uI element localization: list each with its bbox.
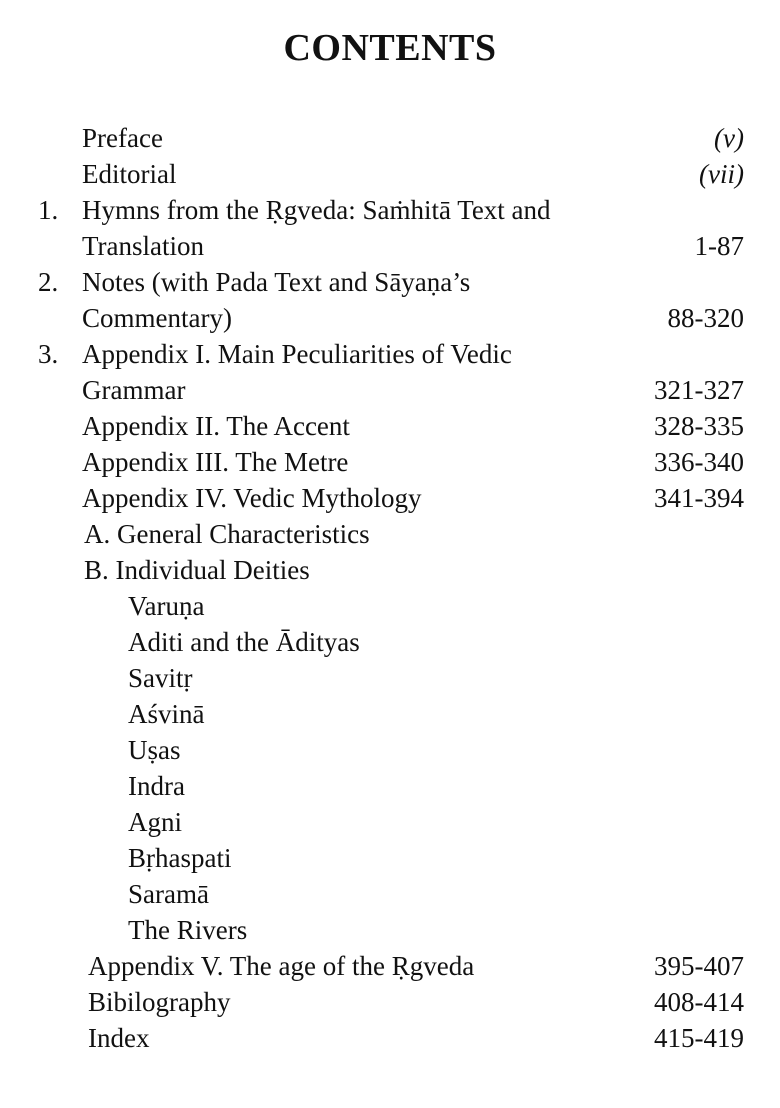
toc-deity-savitr — [0, 660, 780, 696]
toc-entry-title: Index — [88, 1023, 150, 1053]
toc-entry-title: Hymns from the Ṛgveda: Saṁhitā Text and — [82, 195, 551, 225]
toc-entry-title: Preface — [82, 123, 163, 153]
toc-entry-title: Indra — [128, 771, 185, 801]
toc-entry-page: 321-327 — [654, 375, 744, 405]
toc-entry-title: Appendix V. The age of the Ṛgveda — [88, 951, 475, 981]
toc-subentry-general — [0, 516, 780, 552]
toc-entry-page: 408-414 — [654, 987, 744, 1017]
toc-entry-title: Appendix I. Main Peculiarities of Vedic — [82, 339, 512, 369]
toc-entry-index — [0, 1020, 780, 1056]
toc-entry-page: 415-419 — [654, 1023, 744, 1053]
toc-deity-sarama — [0, 876, 780, 912]
toc-entry-page: 88-320 — [667, 303, 744, 333]
toc-deity-rivers — [0, 912, 780, 948]
toc-entry-page: 1-87 — [694, 231, 744, 261]
toc-subentry-deities — [0, 552, 780, 588]
toc-entry-preface — [0, 120, 780, 156]
toc-entry-appendix-4 — [0, 480, 780, 516]
toc-entry-title: Aditi and the Ādityas — [128, 627, 360, 657]
toc-entry-title: Agni — [128, 807, 182, 837]
toc-deity-indra — [0, 768, 780, 804]
toc-entry-page: 341-394 — [654, 483, 744, 513]
toc-entry-bibliography — [0, 984, 780, 1020]
toc-entry-title: B. Individual Deities — [84, 555, 310, 585]
toc-entry-title: Notes (with Pada Text and Sāyaṇa’s — [82, 267, 471, 297]
toc-entry-title: Uṣas — [128, 735, 181, 765]
toc-entry-number: 1. — [38, 195, 59, 225]
toc-entry-appendix-1 — [0, 336, 780, 372]
toc-entry-title: Commentary) — [82, 303, 232, 333]
toc-entry-page: (vii) — [699, 159, 744, 189]
toc-entry-title: Saramā — [128, 879, 209, 909]
toc-entry-title: Appendix III. The Metre — [82, 447, 349, 477]
toc-entry-title: Editorial — [82, 159, 177, 189]
toc-entry-title: Savitṛ — [128, 663, 193, 693]
toc-entry-appendix-5 — [0, 948, 780, 984]
toc-entry-title: Grammar — [82, 375, 186, 405]
toc-entry-hymns-cont — [0, 228, 780, 264]
toc-entry-title: Translation — [82, 231, 205, 261]
toc-entry-appendix-2 — [0, 408, 780, 444]
page-title: CONTENTS — [283, 27, 497, 69]
toc-entry-number: 2. — [38, 267, 59, 297]
toc-deity-agni — [0, 804, 780, 840]
toc-entry-page: 336-340 — [654, 447, 744, 477]
toc-entry-title: A. General Characteristics — [84, 519, 370, 549]
toc-deity-asvina — [0, 696, 780, 732]
toc-entry-title: Aśvinā — [128, 699, 205, 729]
toc-entry-appendix-1-cont — [0, 372, 780, 408]
toc-entry-title: Appendix II. The Accent — [82, 411, 350, 441]
toc-entry-editorial — [0, 156, 780, 192]
toc-entry-number: 3. — [38, 339, 59, 369]
toc-entry-page: (v) — [714, 123, 744, 153]
toc-entry-title: Appendix IV. Vedic Mythology — [82, 483, 422, 513]
toc-deity-brhaspati — [0, 840, 780, 876]
toc-deity-usas — [0, 732, 780, 768]
toc-entry-hymns — [0, 192, 780, 228]
toc-entry-title: Varuṇa — [128, 591, 205, 621]
toc-entry-title: The Rivers — [128, 915, 248, 945]
toc-entry-notes — [0, 264, 780, 300]
toc-entry-appendix-3 — [0, 444, 780, 480]
toc-deity-varuna — [0, 588, 780, 624]
toc-deity-aditi — [0, 624, 780, 660]
toc-entry-title: Bṛhaspati — [128, 843, 232, 873]
toc-entry-title: Bibilography — [88, 987, 231, 1017]
toc-entry-page: 395-407 — [654, 951, 744, 981]
toc-entry-page: 328-335 — [654, 411, 744, 441]
toc-entry-notes-cont — [0, 300, 780, 336]
